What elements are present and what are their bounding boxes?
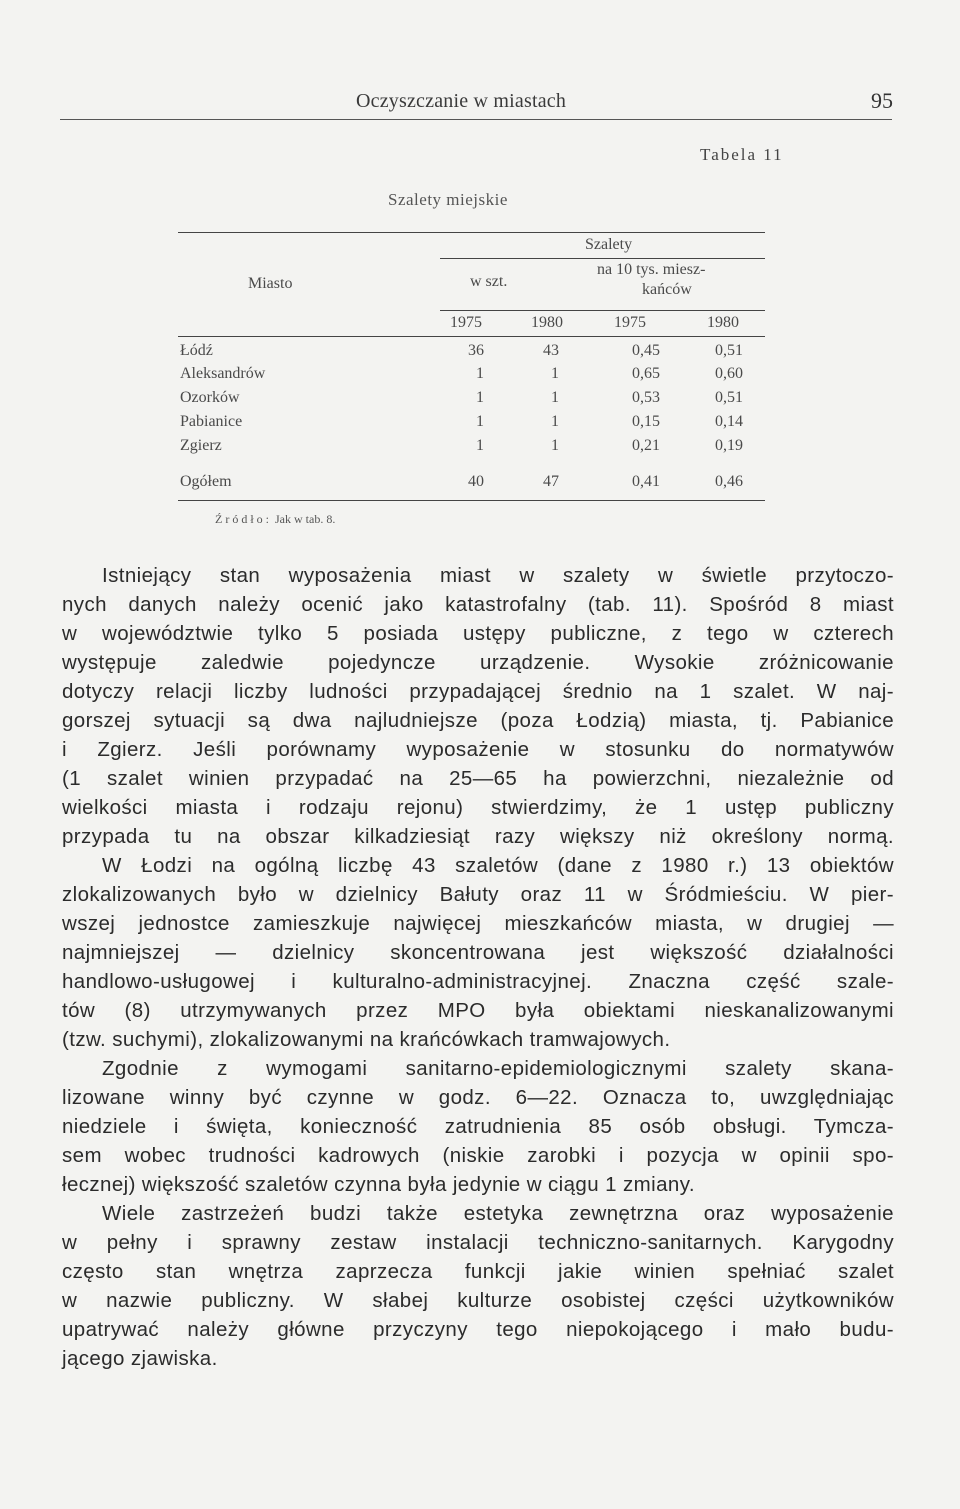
page-number: 95	[871, 88, 893, 113]
body-line: Istniejący stan wyposażenia miast w szalety w świetle przytoczo-	[102, 564, 894, 587]
row-per-capita-1975: 0,15	[632, 413, 660, 430]
row-count-1975: 36	[468, 342, 484, 359]
col-header-per-capita: na 10 tys. miesz-	[597, 261, 706, 278]
body-line: niedziele i święta, konieczność zatrudnienia 85 osób obsługi. Tymcza-	[62, 1115, 894, 1138]
running-title: Oczyszczanie w miastach	[356, 90, 567, 112]
body-line: upatrywać należy główne przyczyny tego niepokojącego i mało budu-	[62, 1318, 894, 1341]
table-title: Szalety miejskie	[388, 190, 508, 209]
body-line: łecznej) większość szaletów czynna była jedynie w ciągu 1 zmiany.	[62, 1173, 695, 1196]
running-head	[60, 86, 895, 116]
row-per-capita-1975: 0,65	[632, 365, 660, 382]
row-city: Ozorków	[180, 389, 240, 406]
header-bottom-rule	[178, 336, 765, 337]
body-line: W Łodzi na ogólną liczbę 43 szaletów (dane z 1980 r.) 13 obiektów	[102, 854, 894, 877]
year-header: 1980	[531, 314, 563, 331]
header-rule	[60, 119, 892, 120]
body-line: Wiele zastrzeżeń budzi także estetyka zewnętrzna oraz wyposażenie	[102, 1202, 894, 1225]
row-per-capita-1980: 0,51	[715, 342, 743, 359]
body-line: najmniejszej — dzielnicy skoncentrowana jest większość działalności	[62, 941, 894, 964]
body-line: w województwie tylko 5 posiada ustępy publiczne, z tego w czterech	[62, 622, 894, 645]
table-number: Tabela 11	[700, 145, 784, 164]
total-label: Ogółem	[180, 473, 232, 490]
row-count-1980: 1	[551, 413, 559, 430]
row-per-capita-1975: 0,21	[632, 437, 660, 454]
table-top-rule	[178, 232, 765, 233]
body-line: handlowo-usługowej i kulturalno-administracyjnej. Znaczna część szale-	[62, 970, 894, 993]
row-count-1980: 43	[543, 342, 559, 359]
body-line: lizowane winny być czynne w godz. 6—22. Oznacza to, uwzględniając	[62, 1086, 894, 1109]
row-per-capita-1980: 0,60	[715, 365, 743, 382]
body-line: gorszej sytuacji są dwa najludniejsze (poza Łodzią) miasta, tj. Pabianice	[62, 709, 894, 732]
row-per-capita-1980: 0,14	[715, 413, 743, 430]
row-per-capita-1980: 0,19	[715, 437, 743, 454]
body-line: wielkości miasta i rodzaju rejonu) stwierdzimy, że 1 ustęp publiczny	[62, 796, 894, 819]
body-line: i Zgierz. Jeśli porównamy wyposażenie w stosunku do normatywów	[62, 738, 894, 761]
row-city: Aleksandrów	[180, 365, 266, 382]
total-per-capita-1975: 0,41	[632, 473, 660, 490]
body-line: zlokalizowanych było w dzielnicy Bałuty oraz 11 w Śródmieściu. W pier-	[62, 883, 894, 906]
row-count-1975: 1	[476, 437, 484, 454]
row-count-1980: 1	[551, 389, 559, 406]
source-text: Jak w tab. 8.	[275, 512, 336, 526]
table-bottom-rule	[178, 500, 765, 501]
row-count-1975: 1	[476, 389, 484, 406]
body-line: wszej jednostce zamieszkuje najwięcej mieszkańców miasta, w drugiej —	[62, 912, 894, 935]
body-line: dotyczy relacji liczby ludności przypadającej średnio na 1 szalet. W naj-	[62, 680, 894, 703]
body-line: (1 szalet winien przypadać na 25—65 ha powierzchni, niezależnie od	[62, 767, 894, 790]
row-count-1975: 1	[476, 413, 484, 430]
table-source-note	[215, 512, 335, 527]
source-label: Źródło:	[215, 512, 272, 526]
col-header-count: w szt.	[470, 273, 508, 290]
body-line: w nazwie publiczny. W słabej kulturze osobistej części użytkowników	[62, 1289, 894, 1312]
body-line: często stan wnętrza zaprzecza funkcji jakie winien spełniać szalet	[62, 1260, 894, 1283]
row-count-1980: 1	[551, 365, 559, 382]
body-line: występuje zaledwie pojedyncze urządzenie. Wysokie zróżnicowanie	[62, 651, 894, 674]
body-line: jącego zjawiska.	[62, 1347, 218, 1370]
total-count-1980: 47	[543, 473, 559, 490]
subheader-rule	[440, 310, 765, 311]
year-header: 1980	[707, 314, 739, 331]
body-line: sem wobec trudności kadrowych (niskie zarobki i pozycja w opinii spo-	[62, 1144, 894, 1167]
total-per-capita-1980: 0,46	[715, 473, 743, 490]
col-header-city: Miasto	[248, 275, 293, 292]
body-line: w pełny i sprawny zestaw instalacji techniczno-sanitarnych. Karygodny	[62, 1231, 894, 1254]
col-header-group: Szalety	[585, 236, 633, 253]
body-line: Zgodnie z wymogami sanitarno-epidemiologicznymi szalety skana-	[102, 1057, 894, 1080]
row-city: Pabianice	[180, 413, 243, 430]
body-line: przypada tu na obszar kilkadziesiąt razy większy niż określony normą.	[62, 825, 894, 848]
row-count-1980: 1	[551, 437, 559, 454]
col-header-per-capita-cont: kańców	[642, 281, 692, 298]
total-count-1975: 40	[468, 473, 484, 490]
body-line: nych danych należy ocenić jako katastrofalny (tab. 11). Spośród 8 miast	[62, 593, 894, 616]
row-city: Zgierz	[180, 437, 222, 454]
year-header: 1975	[450, 314, 482, 331]
year-header: 1975	[614, 314, 646, 331]
group-header-rule	[440, 258, 765, 259]
row-count-1975: 1	[476, 365, 484, 382]
row-per-capita-1975: 0,45	[632, 342, 660, 359]
body-line: tów (8) utrzymywanych przez MPO była obiektami nieskanalizowanymi	[62, 999, 894, 1022]
body-line: (tzw. suchymi), zlokalizowanymi na krańcówkach tramwajowych.	[62, 1028, 671, 1051]
row-city: Łódź	[180, 342, 213, 359]
row-per-capita-1975: 0,53	[632, 389, 660, 406]
row-per-capita-1980: 0,51	[715, 389, 743, 406]
